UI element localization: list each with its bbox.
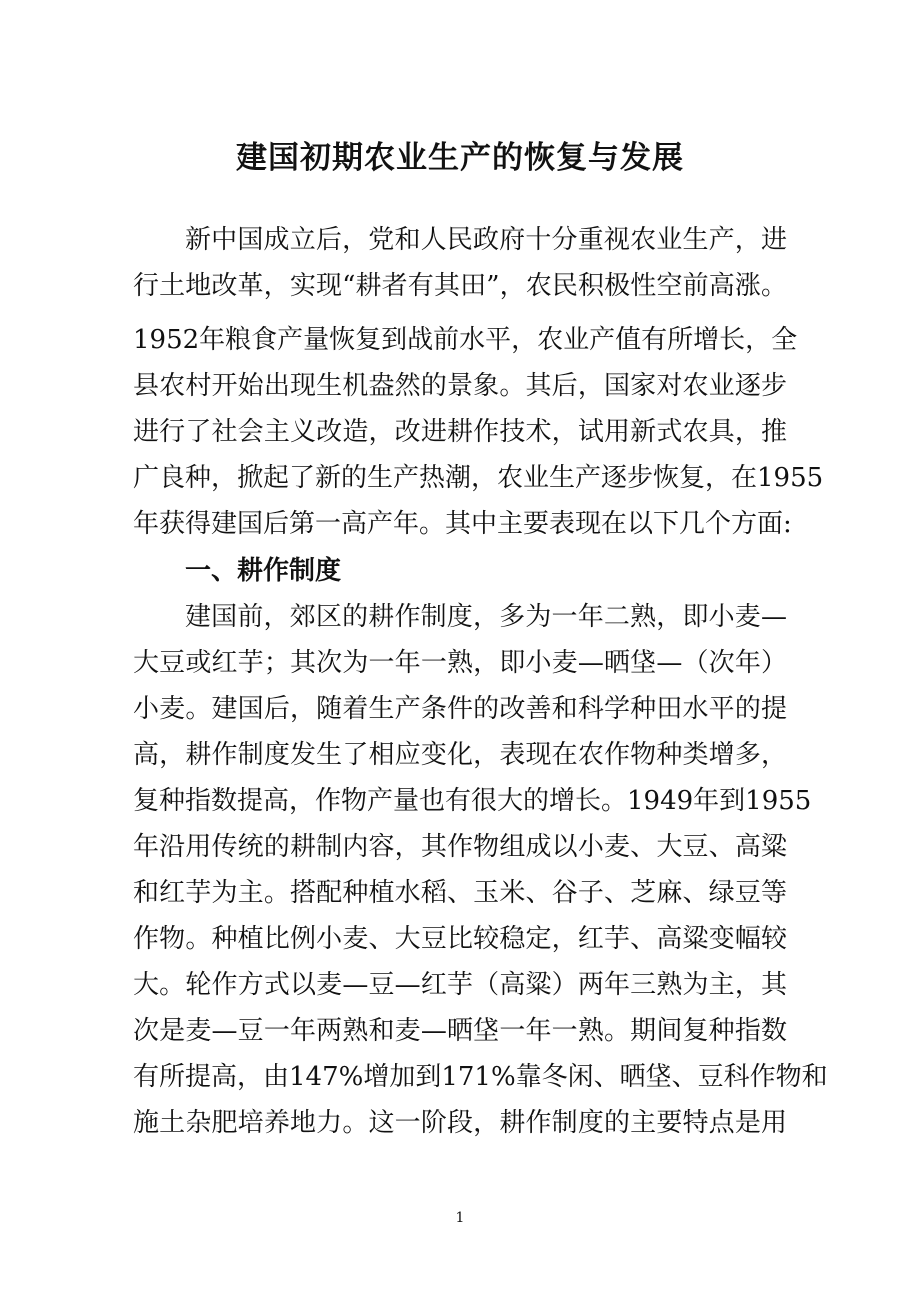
page-number: 1 [455,1210,465,1226]
paragraph2-line: 年沿用传统的耕制内容，其作物组成以小麦、大豆、高粱 [133,832,787,862]
paragraph2-line: 次是麦—豆一年两熟和麦—晒垡一年一熟。期间复种指数 [133,1016,787,1046]
paragraph2-line: 高，耕作制度发生了相应变化，表现在农作物种类增多， [133,740,787,770]
paragraph1-line: 进行了社会主义改造，改进耕作技术，试用新式农具，推 [133,417,787,447]
paragraph2-line: 有所提高，由147%增加到171%靠冬闲、晒垡、豆科作物和 [133,1062,828,1092]
paragraph2-line: 大。轮作方式以麦—豆—红芋（高粱）两年三熟为主，其 [133,970,787,1000]
paragraph2-line: 作物。种植比例小麦、大豆比较稳定，红芋、高粱变幅较 [133,924,787,954]
paragraph2-line: 大豆或红芋；其次为一年一熟，即小麦—晒垡—（次年） [133,648,787,678]
paragraph1-line: 县农村开始出现生机盎然的景象。其后，国家对农业逐步 [133,371,787,401]
document-title: 建国初期农业生产的恢复与发展 [236,140,684,176]
paragraph1-line: 行土地改革，实现“耕者有其田”，农民积极性空前高涨。 [133,271,787,301]
paragraph2-line: 小麦。建国后，随着生产条件的改善和科学种田水平的提 [133,694,787,724]
paragraph2-line: 施土杂肥培养地力。这一阶段，耕作制度的主要特点是用 [133,1108,787,1138]
paragraph2-line: 复种指数提高，作物产量也有很大的增长。1949年到1955 [133,786,812,816]
paragraph1-line: 1952年粮食产量恢复到战前水平，农业产值有所增长，全 [133,325,798,355]
paragraph1-line: 广良种，掀起了新的生产热潮，农业生产逐步恢复，在1955 [133,463,824,493]
paragraph1-line: 年获得建国后第一高产年。其中主要表现在以下几个方面: [133,509,792,539]
section-heading: 一、耕作制度 [185,556,342,586]
paragraph2-line: 建国前，郊区的耕作制度，多为一年二熟，即小麦— [185,602,787,632]
paragraph1-line: 新中国成立后，党和人民政府十分重视农业生产，进 [185,225,787,255]
paragraph2-line: 和红芋为主。搭配种植水稻、玉米、谷子、芝麻、绿豆等 [133,878,787,908]
